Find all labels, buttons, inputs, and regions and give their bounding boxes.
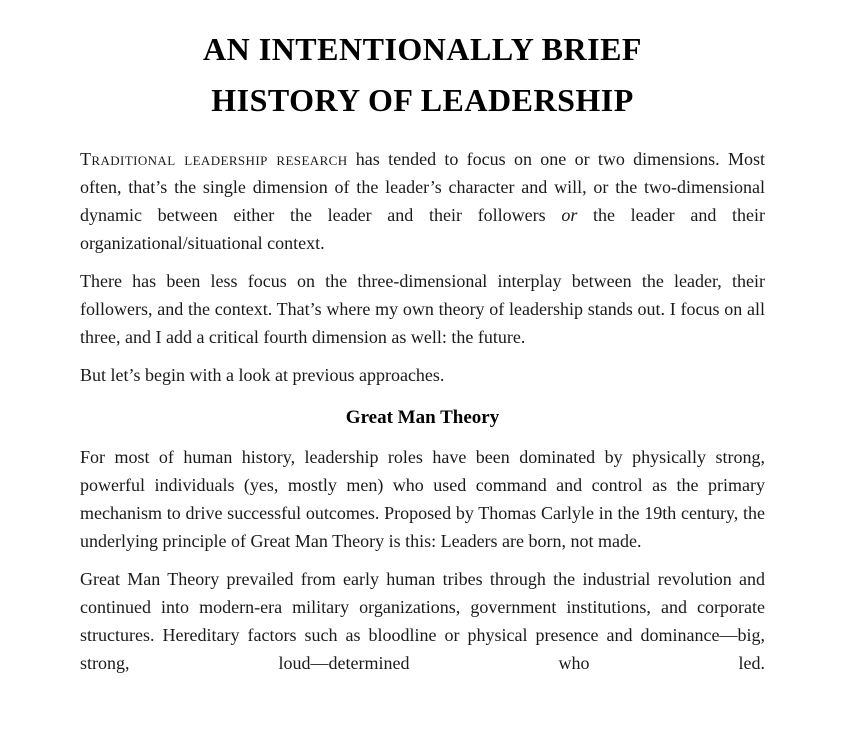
chapter-title-line-1: AN INTENTIONALLY BRIEF: [203, 31, 642, 67]
lead-in-small-caps: Traditional leadership research: [80, 149, 348, 170]
intro-paragraph-text: has tended to focus on one or two dimensions. Most often, that’s the single dimension of the leader’s character and will, or the two-dimensional dynamic between either the leader and their followers: [80, 149, 765, 226]
intro-paragraph-italic-word: or: [561, 205, 578, 226]
paragraph-great-man-prevailed: Great Man Theory prevailed from early human tribes through the industrial revolution and continued into modern-era military organizations, government institutions, and corporate structures. Hereditary factors such as bloodline or physical presence and dominance—big, strong, loud—determined who led.: [80, 569, 765, 674]
section-heading-great-man-theory: Great Man Theory: [345, 407, 500, 429]
paragraph-three-dimensional: There has been less focus on the three-dimensional interplay between the leader, their followers, and the context. That’s where my own theory of leadership stands out. I focus on all three, and I add a critical fourth dimension as well: the future.: [80, 271, 765, 348]
paragraph-lets-begin: But let’s begin with a look at previous approaches.: [80, 365, 445, 386]
intro-paragraph-text-end: the leader and their organizational/situational context.: [80, 205, 765, 254]
intro-paragraph: [80, 145, 765, 257]
chapter-title: [80, 24, 765, 125]
paragraph-great-man-intro: For most of human history, leadership roles have been dominated by physically strong, powerful individuals (yes, mostly men) who used command and control as the primary mechanism to drive successful outcomes. Proposed by Thomas Carlyle in the 19th century, the underlying principle of Great Man Theory is this: Leaders are born, not made.: [80, 447, 765, 552]
chapter-title-line-2: HISTORY OF LEADERSHIP: [211, 81, 634, 118]
